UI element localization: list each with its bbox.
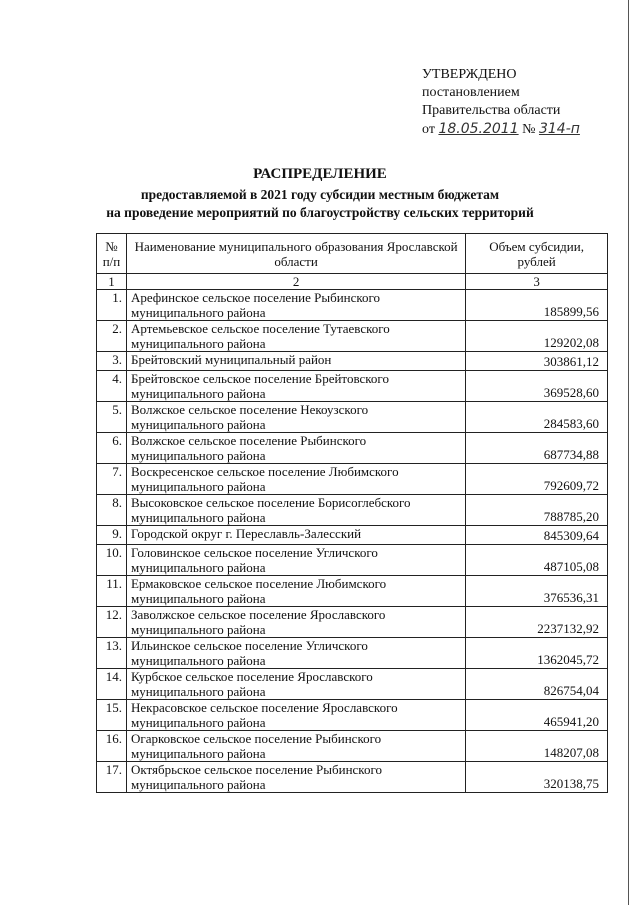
table-row bbox=[97, 545, 608, 576]
row-number: 3. bbox=[97, 352, 127, 371]
table-row bbox=[97, 352, 608, 371]
row-number: 1. bbox=[97, 290, 127, 321]
row-amount: 185899,56 bbox=[466, 290, 608, 321]
row-name: Брейтовский муниципальный район bbox=[126, 352, 465, 371]
row-name: Головинское сельское поселение Угличского муниципального района bbox=[126, 545, 465, 576]
table-row bbox=[97, 290, 608, 321]
row-amount: 487105,08 bbox=[466, 545, 608, 576]
table-row bbox=[97, 638, 608, 669]
document-title: РАСПРЕДЕЛЕНИЕ bbox=[253, 166, 387, 182]
date-prefix: от bbox=[422, 122, 435, 137]
header-amount: Объем субсидии, рублей bbox=[466, 234, 608, 274]
approval-line-2: постановлением bbox=[422, 85, 520, 100]
row-name: Курбское сельское поселение Ярославского муниципального района bbox=[126, 669, 465, 700]
table-row bbox=[97, 700, 608, 731]
row-number: 13. bbox=[97, 638, 127, 669]
scan-edge-line bbox=[628, 0, 629, 905]
subsidy-table bbox=[96, 233, 608, 793]
table-row bbox=[97, 526, 608, 545]
row-number: 5. bbox=[97, 402, 127, 433]
row-amount: 148207,08 bbox=[466, 731, 608, 762]
row-amount: 845309,64 bbox=[466, 526, 608, 545]
header-name: Наименование муниципального образования Ярославской области bbox=[126, 234, 465, 274]
row-number: 12. bbox=[97, 607, 127, 638]
row-amount: 303861,12 bbox=[466, 352, 608, 371]
table-row bbox=[97, 371, 608, 402]
row-name: Воскресенское сельское поселение Любимского муниципального района bbox=[126, 464, 465, 495]
row-name: Некрасовское сельское поселение Ярославского муниципального района bbox=[126, 700, 465, 731]
row-number: 4. bbox=[97, 371, 127, 402]
handwritten-date: 18.05.2011 bbox=[438, 121, 519, 137]
index-cell: 2 bbox=[126, 274, 465, 290]
table-row bbox=[97, 731, 608, 762]
row-amount: 320138,75 bbox=[466, 762, 608, 793]
approval-date-line bbox=[422, 120, 580, 139]
table-row bbox=[97, 762, 608, 793]
table-index-row bbox=[97, 274, 608, 290]
row-number: 7. bbox=[97, 464, 127, 495]
table-row bbox=[97, 495, 608, 526]
row-name: Городской округ г. Переславль-Залесский bbox=[126, 526, 465, 545]
row-amount: 1362045,72 bbox=[466, 638, 608, 669]
document-subtitle-1: предоставляемой в 2021 году субсидии местным бюджетам bbox=[140, 187, 500, 202]
row-number: 16. bbox=[97, 731, 127, 762]
row-number: 8. bbox=[97, 495, 127, 526]
row-amount: 792609,72 bbox=[466, 464, 608, 495]
approval-line-1: УТВЕРЖДЕНО bbox=[422, 67, 517, 82]
table-row bbox=[97, 576, 608, 607]
row-name: Заволжское сельское поселение Ярославского муниципального района bbox=[126, 607, 465, 638]
row-name: Огарковское сельское поселение Рыбинского муниципального района bbox=[126, 731, 465, 762]
table-row bbox=[97, 669, 608, 700]
row-number: 6. bbox=[97, 433, 127, 464]
table-body bbox=[97, 290, 608, 793]
row-name: Октябрьское сельское поселение Рыбинского муниципального района bbox=[126, 762, 465, 793]
table-row bbox=[97, 402, 608, 433]
index-cell: 1 bbox=[97, 274, 127, 290]
row-amount: 284583,60 bbox=[466, 402, 608, 433]
number-prefix: № bbox=[522, 122, 536, 137]
row-amount: 465941,20 bbox=[466, 700, 608, 731]
row-name: Высоковское сельское поселение Борисоглебского муниципального района bbox=[126, 495, 465, 526]
row-name: Волжское сельское поселение Некоузского муниципального района bbox=[126, 402, 465, 433]
row-number: 15. bbox=[97, 700, 127, 731]
table-row bbox=[97, 607, 608, 638]
approval-line-3: Правительства области bbox=[422, 103, 561, 118]
row-amount: 2237132,92 bbox=[466, 607, 608, 638]
row-number: 17. bbox=[97, 762, 127, 793]
row-amount: 369528,60 bbox=[466, 371, 608, 402]
row-name: Артемьевское сельское поселение Тутаевского муниципального района bbox=[126, 321, 465, 352]
header-number: № п/п bbox=[97, 234, 127, 274]
table-row bbox=[97, 321, 608, 352]
table-header-row bbox=[97, 234, 608, 274]
row-number: 11. bbox=[97, 576, 127, 607]
row-name: Ильинское сельское поселение Угличского муниципального района bbox=[126, 638, 465, 669]
row-number: 2. bbox=[97, 321, 127, 352]
row-name: Ермаковское сельское поселение Любимского муниципального района bbox=[126, 576, 465, 607]
row-number: 9. bbox=[97, 526, 127, 545]
row-amount: 129202,08 bbox=[466, 321, 608, 352]
table-row bbox=[97, 433, 608, 464]
row-name: Брейтовское сельское поселение Брейтовского муниципального района bbox=[126, 371, 465, 402]
row-amount: 826754,04 bbox=[466, 669, 608, 700]
row-amount: 376536,31 bbox=[466, 576, 608, 607]
approval-block bbox=[422, 66, 580, 139]
row-name: Волжское сельское поселение Рыбинского муниципального района bbox=[126, 433, 465, 464]
row-number: 14. bbox=[97, 669, 127, 700]
document-subtitle-2: на проведение мероприятий по благоустройству сельских территорий bbox=[106, 205, 534, 220]
handwritten-number: 314-п bbox=[538, 121, 580, 137]
row-amount: 687734,88 bbox=[466, 433, 608, 464]
row-amount: 788785,20 bbox=[466, 495, 608, 526]
row-name: Арефинское сельское поселение Рыбинского муниципального района bbox=[126, 290, 465, 321]
row-number: 10. bbox=[97, 545, 127, 576]
table-row bbox=[97, 464, 608, 495]
index-cell: 3 bbox=[466, 274, 608, 290]
